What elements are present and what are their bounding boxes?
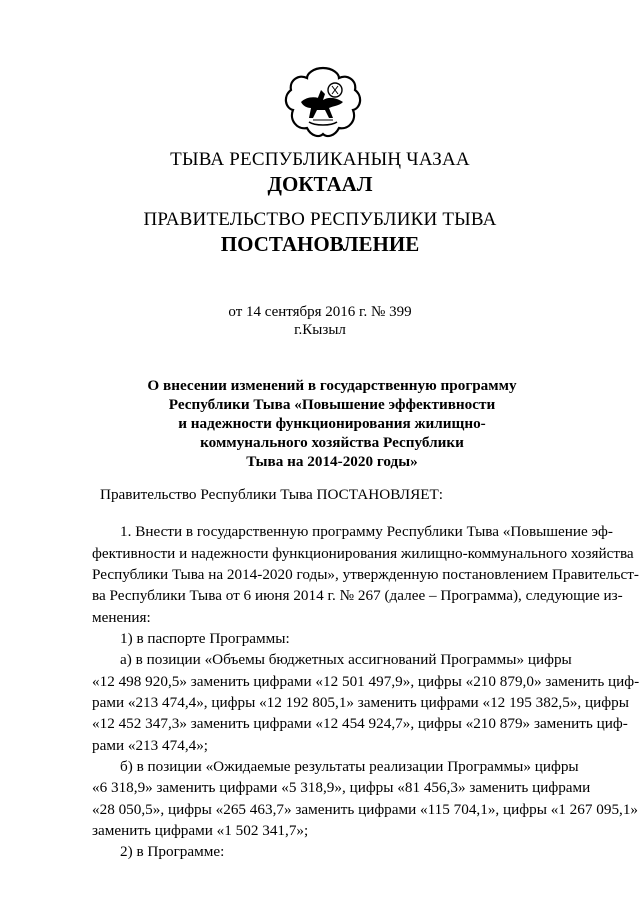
body-line: 1) в паспорте Программы: <box>120 630 290 647</box>
government-name: ПРАВИТЕЛЬСТВО РЕСПУБЛИКИ ТЫВА <box>143 209 497 230</box>
body-line: рами «213 474,4»; <box>92 737 209 754</box>
title-line: коммунального хозяйства Республики <box>200 434 464 451</box>
title-line: Республики Тыва «Повышение эффективности <box>168 396 496 413</box>
title-line: и надежности функционирования жилищно- <box>178 415 486 432</box>
body-line: а) в позиции «Объемы бюджетных ассигнований Программы» цифры <box>120 651 572 668</box>
body-line: менения: <box>92 609 151 626</box>
body-line: 2) в Программе: <box>120 843 225 860</box>
body-line: б) в позиции «Ожидаемые результаты реализации Программы» цифры <box>120 758 579 775</box>
body-line: Республики Тыва на 2014-2020 годы», утвержденную постановлением Правительст- <box>92 566 639 583</box>
intro-paragraph: Правительство Республики Тыва ПОСТАНОВЛЯЕТ: <box>100 486 443 503</box>
document-city: г.Кызыл <box>294 322 346 338</box>
document-title <box>100 376 564 471</box>
title-line: О внесении изменений в государственную программу <box>147 377 517 394</box>
title-line: Тыва на 2014-2020 годы» <box>246 453 418 470</box>
document-type: ПОСТАНОВЛЕНИЕ <box>220 232 420 256</box>
tuva-emblem <box>283 64 363 140</box>
body-line: «12 452 347,3» заменить цифрами «12 454 924,7», цифры «210 879» заменить циф- <box>92 715 628 732</box>
body-line: 1. Внести в государственную программу Республики Тыва «Повышение эф- <box>120 523 613 540</box>
body-line: рами «213 474,4», цифры «12 192 805,1» заменить цифрами «12 195 382,5», цифры <box>92 694 629 711</box>
body-line: заменить цифрами «1 502 341,7»; <box>92 822 309 839</box>
document-date: от 14 сентября 2016 г. № 399 <box>228 304 412 320</box>
body-line: фективности и надежности функционирования жилищно-коммунального хозяйства <box>92 545 634 562</box>
body-line: «12 498 920,5» заменить цифрами «12 501 497,9», цифры «210 879,0» заменить циф- <box>92 673 640 690</box>
body-line: «28 050,5», цифры «265 463,7» заменить цифрами «115 704,1», цифры «1 267 095,1» <box>92 801 639 818</box>
tuva-government-name: ТЫВА РЕСПУБЛИКАНЫҢ ЧАЗАА <box>170 149 470 170</box>
emblem-icon <box>283 64 363 140</box>
tuva-document-type: ДОКТААЛ <box>267 172 373 196</box>
body-line: «6 318,9» заменить цифрами «5 318,9», цифры «81 456,3» заменить цифрами <box>92 779 591 796</box>
body-line: ва Республики Тыва от 6 июня 2014 г. № 267 (далее – Программа), следующие из- <box>92 587 623 604</box>
